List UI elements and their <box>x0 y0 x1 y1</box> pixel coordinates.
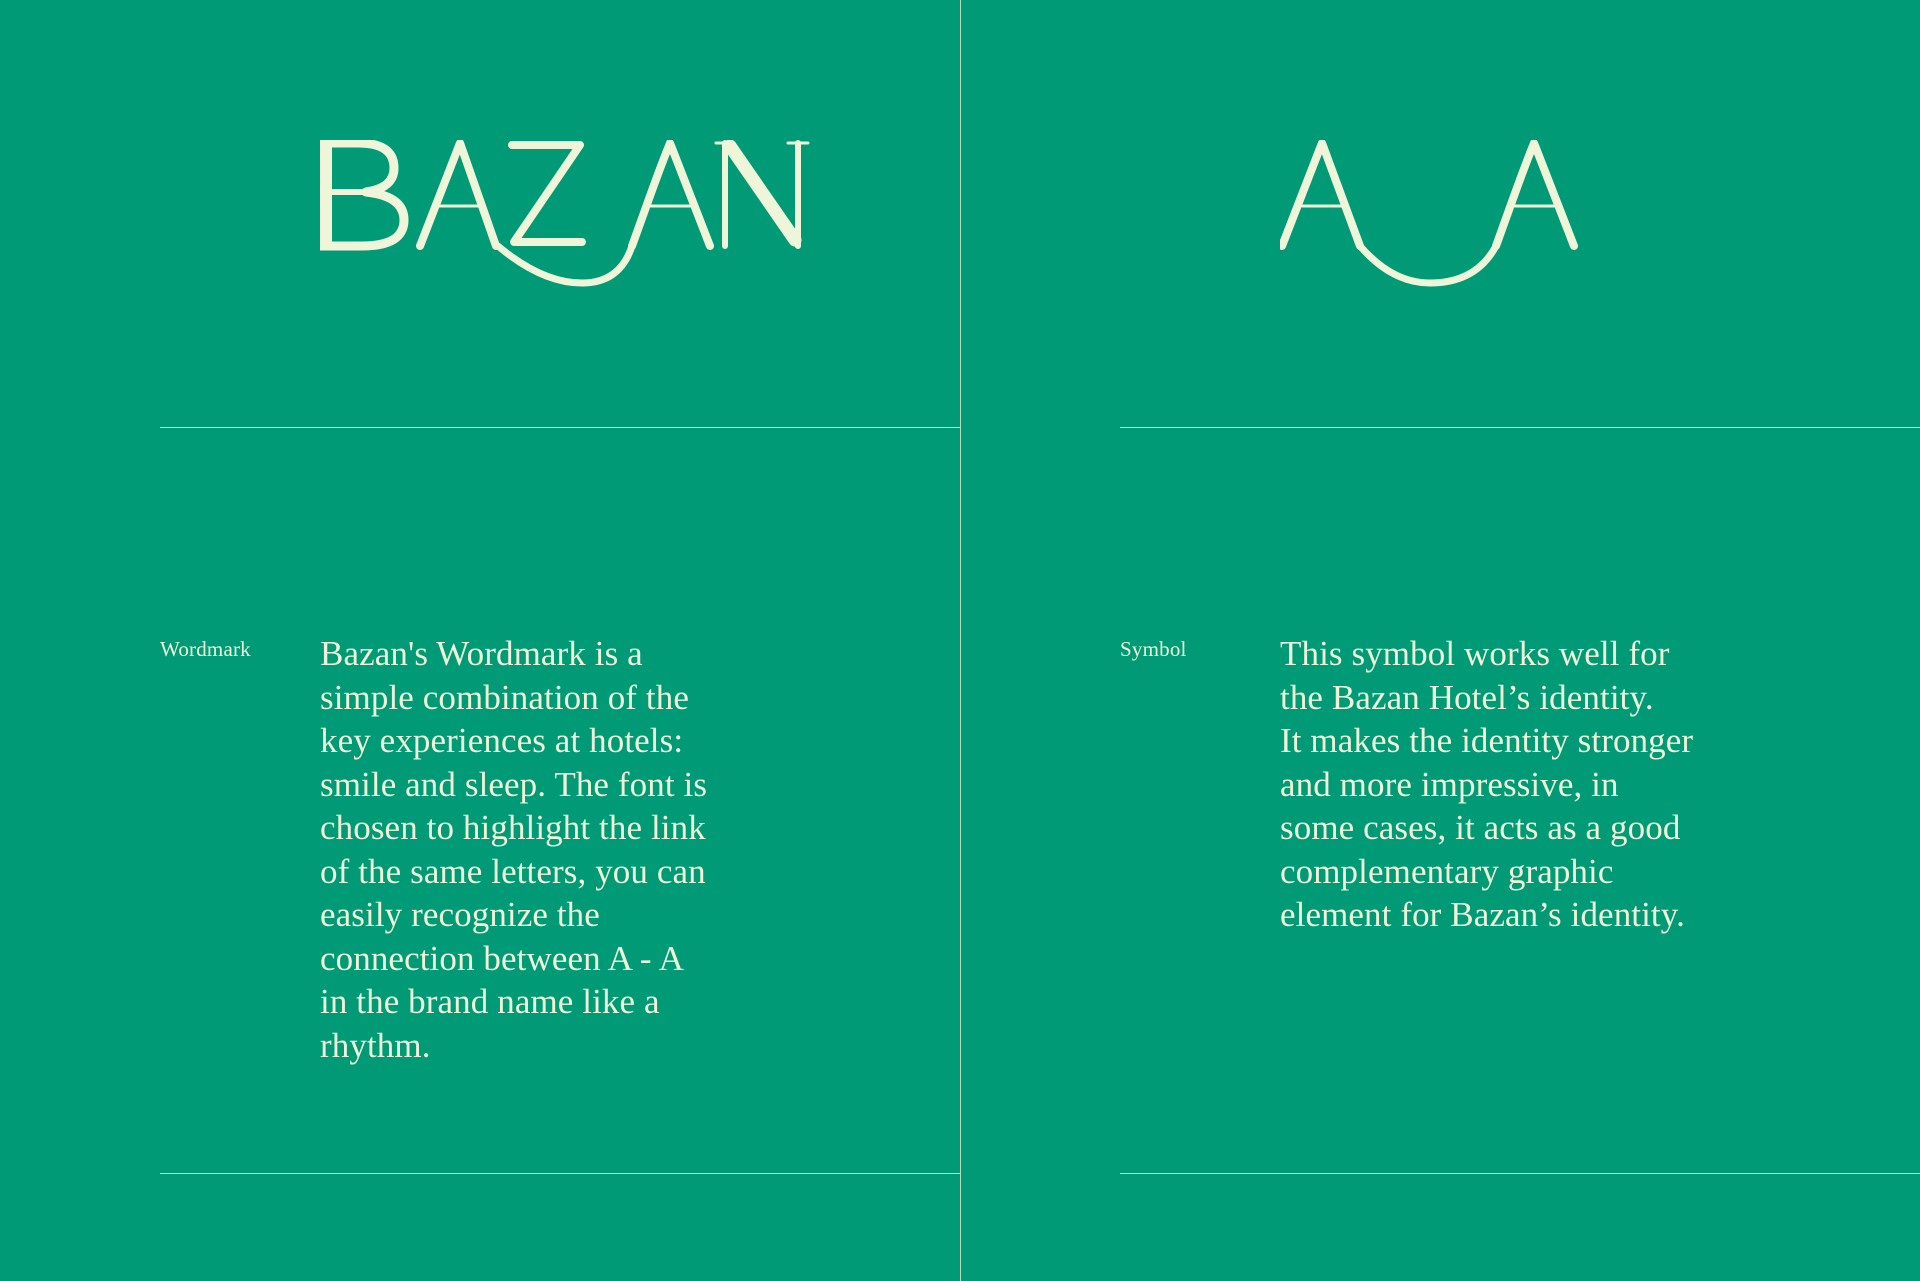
description-line: some cases, it acts as a good <box>1280 808 1681 847</box>
top-rule <box>1120 427 1920 428</box>
description-line: Bazan's Wordmark is a <box>320 634 643 673</box>
bazan-wordmark-logo <box>320 140 810 290</box>
description-line: simple combination of the <box>320 677 689 717</box>
description-line: and more impressive, in <box>1280 764 1619 804</box>
description-line: element for Bazan’s identity. <box>1280 895 1685 934</box>
description-line: in the brand name like a <box>320 982 660 1021</box>
description-line: the Bazan Hotel’s identity. <box>1280 677 1654 717</box>
description-line: key experiences at hotels: <box>320 721 684 760</box>
description-line: rhythm. <box>320 1025 431 1065</box>
symbol-description <box>1280 632 1800 937</box>
description-line: connection between A - A <box>320 938 684 978</box>
description-line: It makes the identity stronger <box>1280 721 1694 760</box>
bazan-symbol-logo <box>1280 140 1580 290</box>
wordmark-description <box>320 632 780 1067</box>
description-line: smile and sleep. The font is <box>320 764 708 804</box>
bottom-rule <box>1120 1173 1920 1174</box>
description-line: chosen to highlight the link <box>320 808 706 847</box>
description-line: of the same letters, you can <box>320 851 706 891</box>
description-line: complementary graphic <box>1280 851 1614 891</box>
description-line: easily recognize the <box>320 895 600 934</box>
description-line: This symbol works well for <box>1280 634 1670 673</box>
section-label: Wordmark <box>160 637 251 661</box>
bottom-rule <box>160 1173 960 1174</box>
section-label: Symbol <box>1120 637 1187 661</box>
top-rule <box>160 427 960 428</box>
symbol-panel <box>961 0 1920 1281</box>
